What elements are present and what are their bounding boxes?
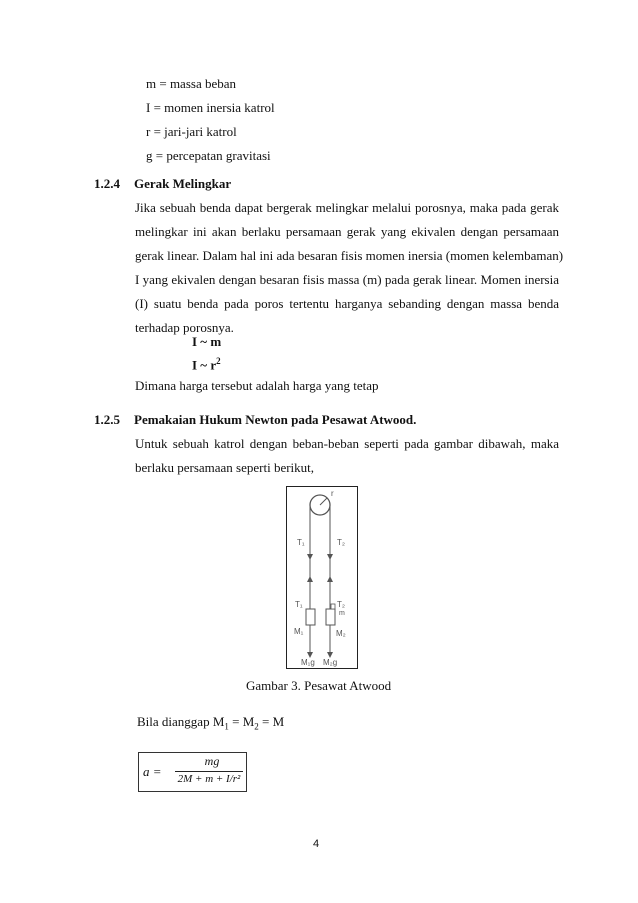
acceleration-formula	[138, 752, 247, 792]
definition-radius: r = jari-jari katrol	[146, 124, 237, 139]
atwood-machine-figure	[286, 486, 358, 669]
section-heading-125	[94, 412, 416, 428]
relation-inertia-mass: I ~ m	[192, 334, 222, 349]
small-mass	[331, 604, 335, 609]
definition-mass: m = massa beban	[146, 76, 237, 91]
label-m1g: M₁g	[301, 658, 315, 667]
label-t1-bottom: T₁	[295, 600, 303, 609]
label-m2g: M₂g	[323, 658, 338, 667]
label-t2-bottom: T₂	[337, 600, 345, 609]
mass-block-right	[326, 609, 335, 625]
definition-gravity: g = percepatan gravitasi	[146, 148, 271, 163]
figure-caption: Gambar 3. Pesawat Atwood	[246, 678, 392, 693]
paragraph-line: I yang ekivalen dengan besaran fisis massa (m) pada gerak linear. Momen inersia	[135, 272, 559, 287]
paragraph-line: Jika sebuah benda dapat bergerak melingkar melalui porosnya, maka pada gerak	[135, 200, 559, 215]
label-t1-top: T₁	[297, 538, 305, 547]
closing-sentence: Dimana harga tersebut adalah harga yang tetap	[135, 378, 379, 393]
paragraph-line: (I) suatu benda pada poros tertentu harganya sebanding dengan massa benda	[135, 296, 559, 311]
label-small-mass: m	[339, 610, 345, 617]
formula-lhs: a =	[143, 764, 162, 779]
pulley-radius-line	[320, 498, 327, 505]
label-m2: M₂	[336, 629, 346, 638]
label-t2-top: T₂	[337, 538, 345, 547]
section-title: Gerak Melingkar	[134, 176, 232, 191]
section-title: Pemakaian Hukum Newton pada Pesawat Atwood.	[134, 412, 417, 427]
formula-numerator: mg	[204, 754, 220, 768]
paragraph-line: berlaku persamaan seperti berikut,	[135, 460, 315, 475]
page-number: 4	[313, 838, 320, 850]
mass-block-left	[306, 609, 315, 625]
paragraph-line: terhadap porosnya.	[135, 320, 234, 335]
fraction-bar	[175, 771, 243, 772]
label-m1: M₁	[294, 627, 304, 636]
paragraph-line: gerak linear. Dalam hal ini ada besaran fisis momen inersia (momen kelembaman)	[135, 248, 564, 263]
paragraph-line: Untuk sebuah katrol dengan beban-beban seperti pada gambar dibawah, maka	[135, 436, 559, 451]
assumption-line: Bila dianggap $M_1 = M_2 = M$	[137, 714, 285, 732]
section-heading-124	[94, 176, 231, 192]
relation-inertia-radius: I ~ $r^2$	[192, 356, 221, 373]
label-r: r	[331, 489, 334, 498]
definition-inertia: I = momen inersia katrol	[146, 100, 275, 115]
section-number: 1.2.5	[94, 412, 120, 427]
section-number: 1.2.4	[94, 176, 120, 191]
formula-denominator: 2M + m + I/r²	[177, 773, 241, 785]
atwood-diagram	[287, 487, 357, 668]
paragraph-line: melingkar ini akan berlaku persamaan gerak yang ekivalen dengan persamaan	[135, 224, 559, 239]
